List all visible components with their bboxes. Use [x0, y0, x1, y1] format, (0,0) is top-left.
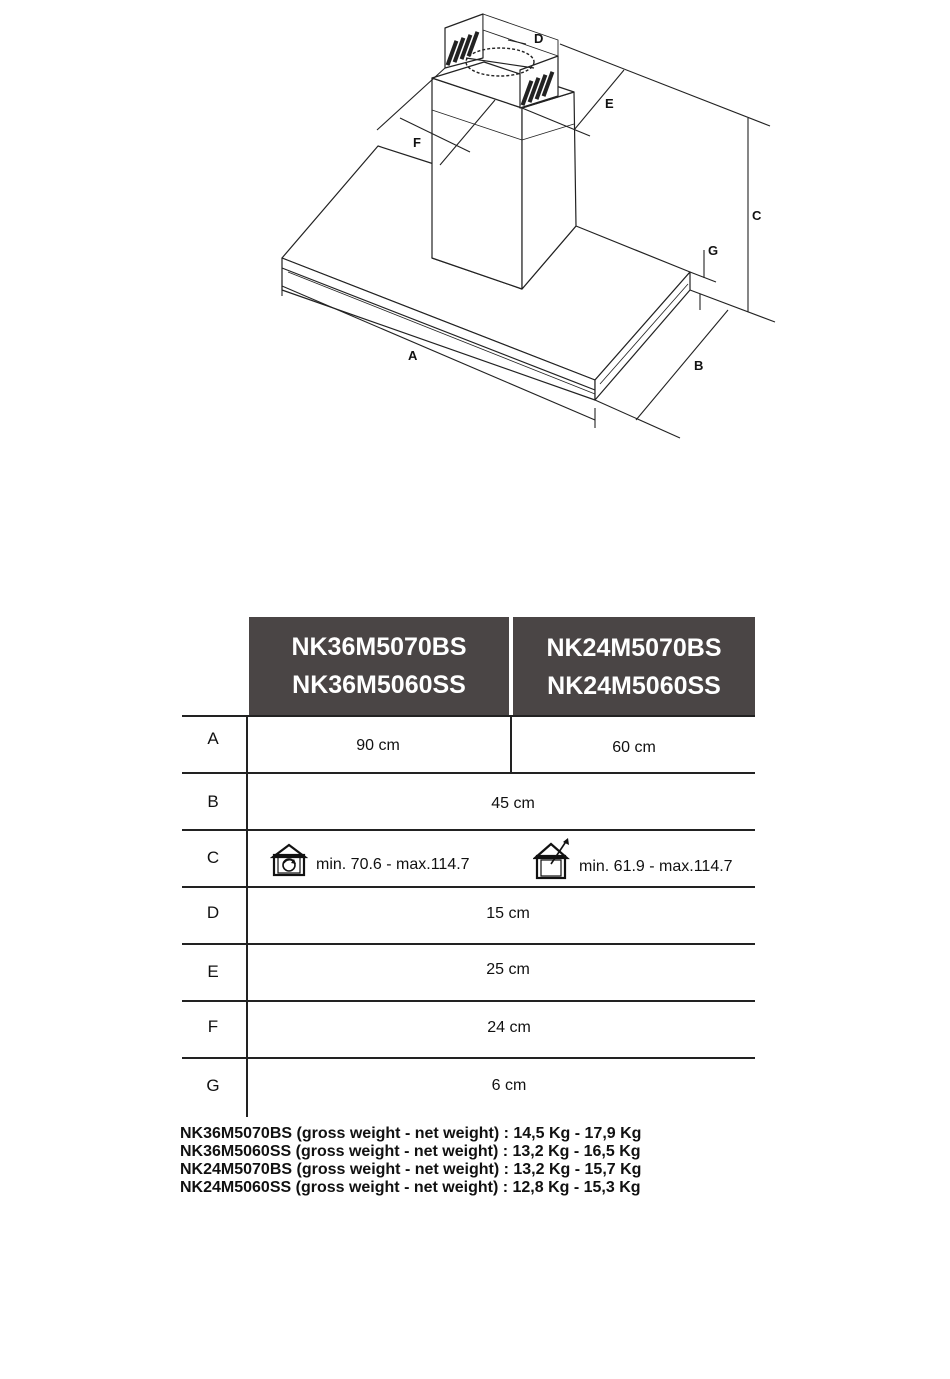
weights-list: [180, 1125, 641, 1197]
chimney-left-face: [432, 78, 522, 289]
label-d: D: [534, 31, 544, 46]
cell-g: 6 cm: [491, 1077, 527, 1094]
range-hood-dimension-diagram: [0, 0, 950, 470]
cell-a-24: 60 cm: [612, 739, 656, 756]
table-rule: [182, 886, 755, 888]
cell-f: 24 cm: [487, 1019, 531, 1036]
row-label-a: A: [207, 729, 219, 748]
table-rule: [182, 943, 755, 945]
column-header-24: [513, 617, 755, 717]
model-name: NK36M5060SS: [292, 671, 466, 699]
row-label-f: F: [207, 1017, 219, 1036]
cell-b: 45 cm: [491, 795, 535, 812]
row-label-c: C: [206, 848, 220, 867]
weight-line: NK36M5070BS (gross weight - net weight) : 14,5 Kg - 17,9 Kg: [180, 1125, 642, 1142]
label-f: F: [413, 135, 421, 150]
weight-line: NK24M5070BS (gross weight - net weight) : 13,2 Kg - 15,7 Kg: [180, 1161, 642, 1178]
cell-a-36: 90 cm: [356, 737, 400, 754]
cell-e: 25 cm: [486, 961, 530, 978]
weight-line: NK36M5060SS (gross weight - net weight) : 13,2 Kg - 16,5 Kg: [180, 1143, 641, 1160]
model-name: NK24M5060SS: [547, 672, 721, 700]
weight-line: NK24M5060SS (gross weight - net weight) : 12,8 Kg - 15,3 Kg: [180, 1179, 641, 1196]
label-e: E: [605, 96, 614, 111]
row-label-e: E: [207, 962, 219, 981]
table-rule: [182, 772, 755, 774]
recirculation-house-icon: [270, 843, 308, 877]
cell-c-recirculation: min. 70.6 - max.114.7: [316, 856, 470, 873]
label-g: G: [708, 243, 719, 258]
row-label-b: B: [207, 792, 219, 811]
table-rule: [182, 829, 755, 831]
model-name: NK36M5070BS: [291, 633, 467, 661]
ducted-house-icon: [533, 836, 575, 880]
label-c: C: [752, 208, 762, 223]
table-rule: [182, 715, 755, 717]
row-label-d: D: [206, 903, 220, 922]
table-rule: [182, 1057, 755, 1059]
cell-d: 15 cm: [486, 905, 530, 922]
table-column-divider: [510, 715, 512, 773]
model-name: NK24M5070BS: [546, 634, 722, 662]
label-a: A: [408, 348, 418, 363]
column-header-36: [249, 617, 509, 715]
cell-c-ducted: min. 61.9 - max.114.7: [579, 858, 733, 875]
label-b: B: [694, 358, 704, 373]
table-rule: [182, 1000, 755, 1002]
row-label-g: G: [206, 1076, 220, 1095]
